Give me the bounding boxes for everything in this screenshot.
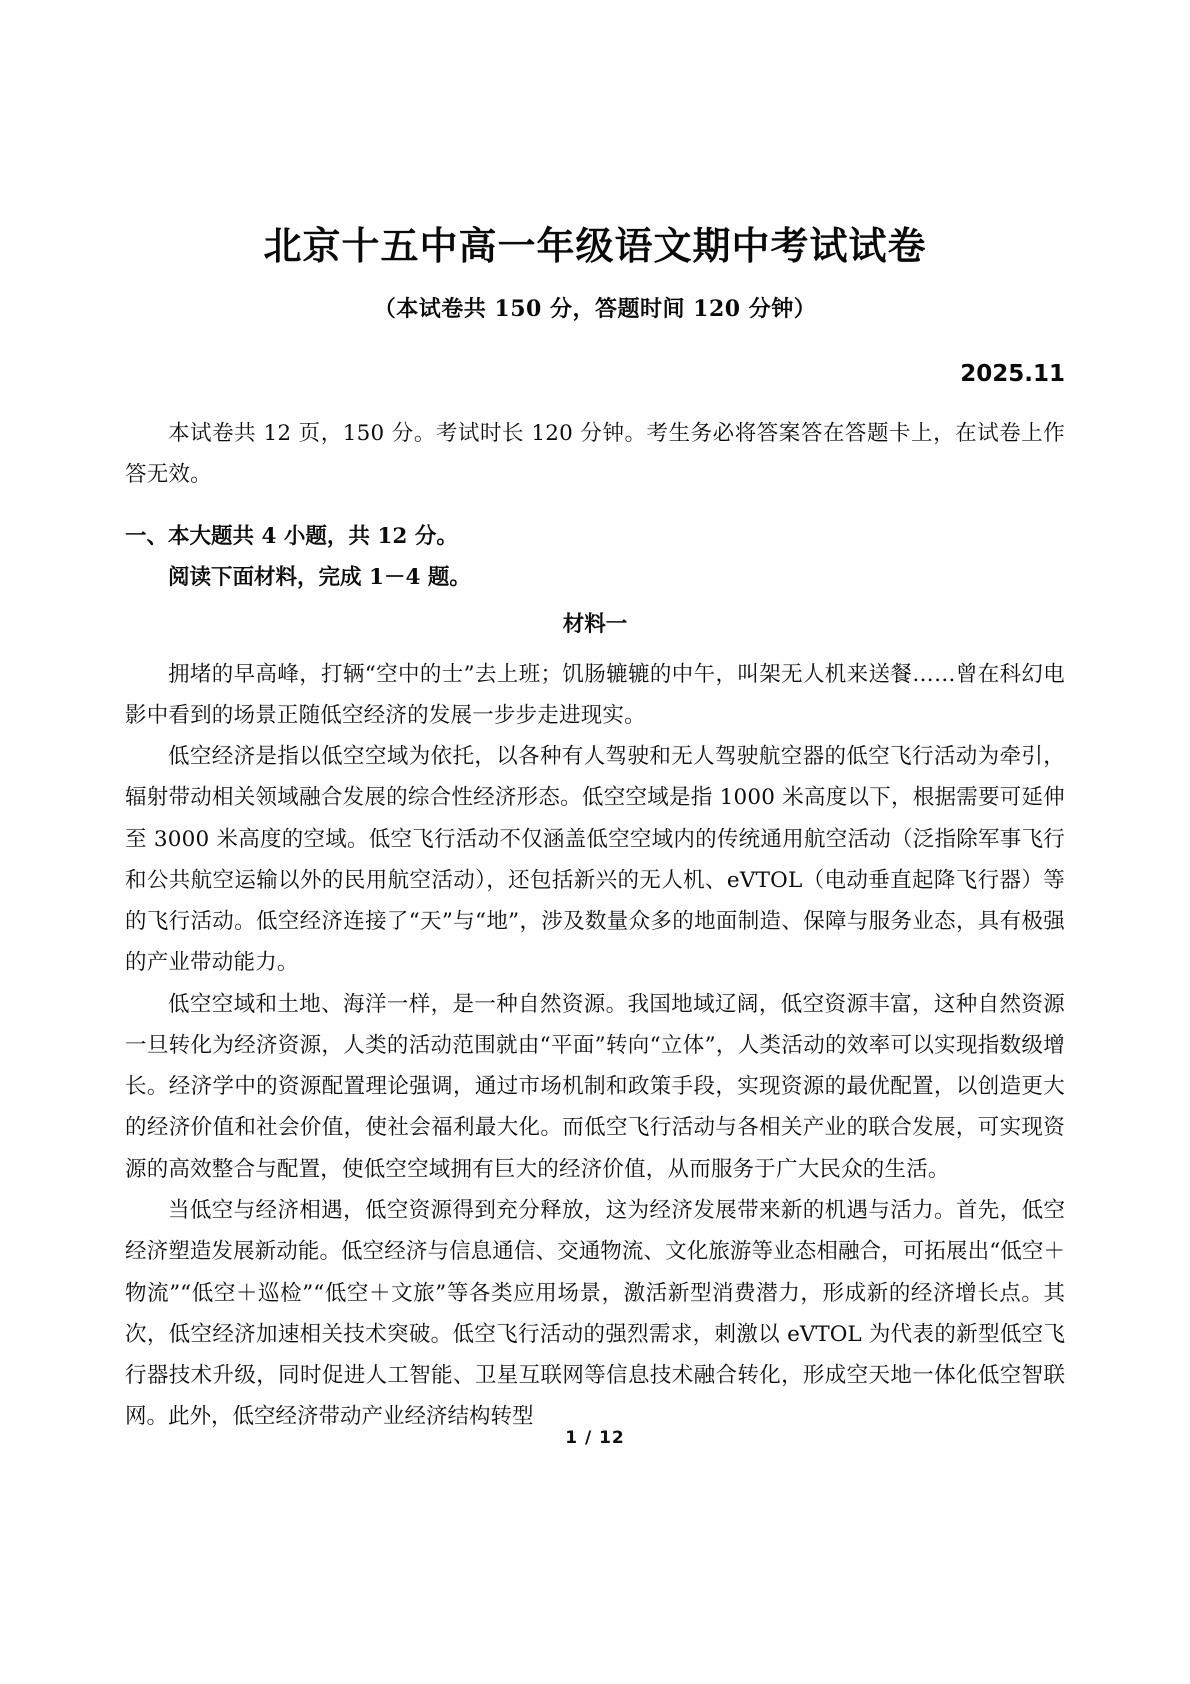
section-reading-instruction: 阅读下面材料，完成 1－4 题。 [168, 564, 471, 590]
page-content [125, 0, 1065, 1438]
material-paragraph: 拥堵的早高峰，打辆“空中的士”去上班；饥肠辘辘的中午，叫架无人机来送餐……曾在科幻电影中看到的场景正随低空经济的发展一步步走进现实。 [125, 661, 1065, 728]
page-number-footer: 1 / 12 [565, 1428, 625, 1448]
exam-instructions: 本试卷共 12 页，150 分。考试时长 120 分钟。考生务必将答案答在答题卡上，在试卷上作答无效。 [125, 420, 1065, 487]
material-paragraph: 低空经济是指以低空空域为依托，以各种有人驾驶和无人驾驶航空器的低空飞行活动为牵引，辐射带动相关领域融合发展的综合性经济形态。低空空域是指 1000 米高度以下，根据需要可延伸至 3000 米高度的空域。低空飞行活动不仅涵盖低空空域内的传统通用航空活动（泛指除军事飞行和公共航空运输以外的民用航空活动），还包括新兴的无人机、eVTOL（电动垂直起降飞行器）等的飞行活动。低空经济连接了“天”与“地”，涉及数量众多的地面制造、保障与服务业态，具有极强的产业带动能力。 [125, 744, 1065, 976]
instructions-block [125, 387, 1065, 496]
material-body [125, 648, 1065, 1438]
exam-subtitle: （本试卷共 150 分，答题时间 120 分钟） [373, 295, 817, 322]
material-paragraph: 当低空与经济相遇，低空资源得到充分释放，这为经济发展带来新的机遇与活力。首先，低空经济塑造发展新动能。低空经济与信息通信、交通物流、文化旅游等业态相融合，可拓展出“低空＋物流”“低空＋巡检”“低空＋文旅”等各类应用场景，激活新型消费潜力，形成新的经济增长点。其次，低空经济加速相关技术突破。低空飞行活动的强烈需求，刺激以 eVTOL 为代表的新型低空飞行器技术升级，同时促进人工智能、卫星互联网等信息技术融合转化，形成空天地一体化低空智联网。此外，低空经济带动产业经济结构转型 [125, 1198, 1065, 1430]
material-heading-one: 材料一 [562, 611, 628, 637]
material-paragraph: 低空空域和土地、海洋一样，是一种自然资源。我国地域辽阔，低空资源丰富，这种自然资源一旦转化为经济资源，人类的活动范围就由“平面”转向“立体”，人类活动的效率可以实现指数级增长。经济学中的资源配置理论强调，通过市场机制和政策手段，实现资源的最优配置，以创造更大的经济价值和社会价值，使社会福利最大化。而低空飞行活动与各相关产业的联合发展，可实现资源的高效整合与配置，使低空空域拥有巨大的经济价值，从而服务于广大民众的生活。 [125, 991, 1065, 1182]
page-title: 北京十五中高一年级语文期中考试试卷 [263, 223, 927, 268]
exam-date: 2025.11 [960, 360, 1065, 387]
section-heading-one: 一、本大题共 4 小题，共 12 分。 [125, 524, 458, 550]
